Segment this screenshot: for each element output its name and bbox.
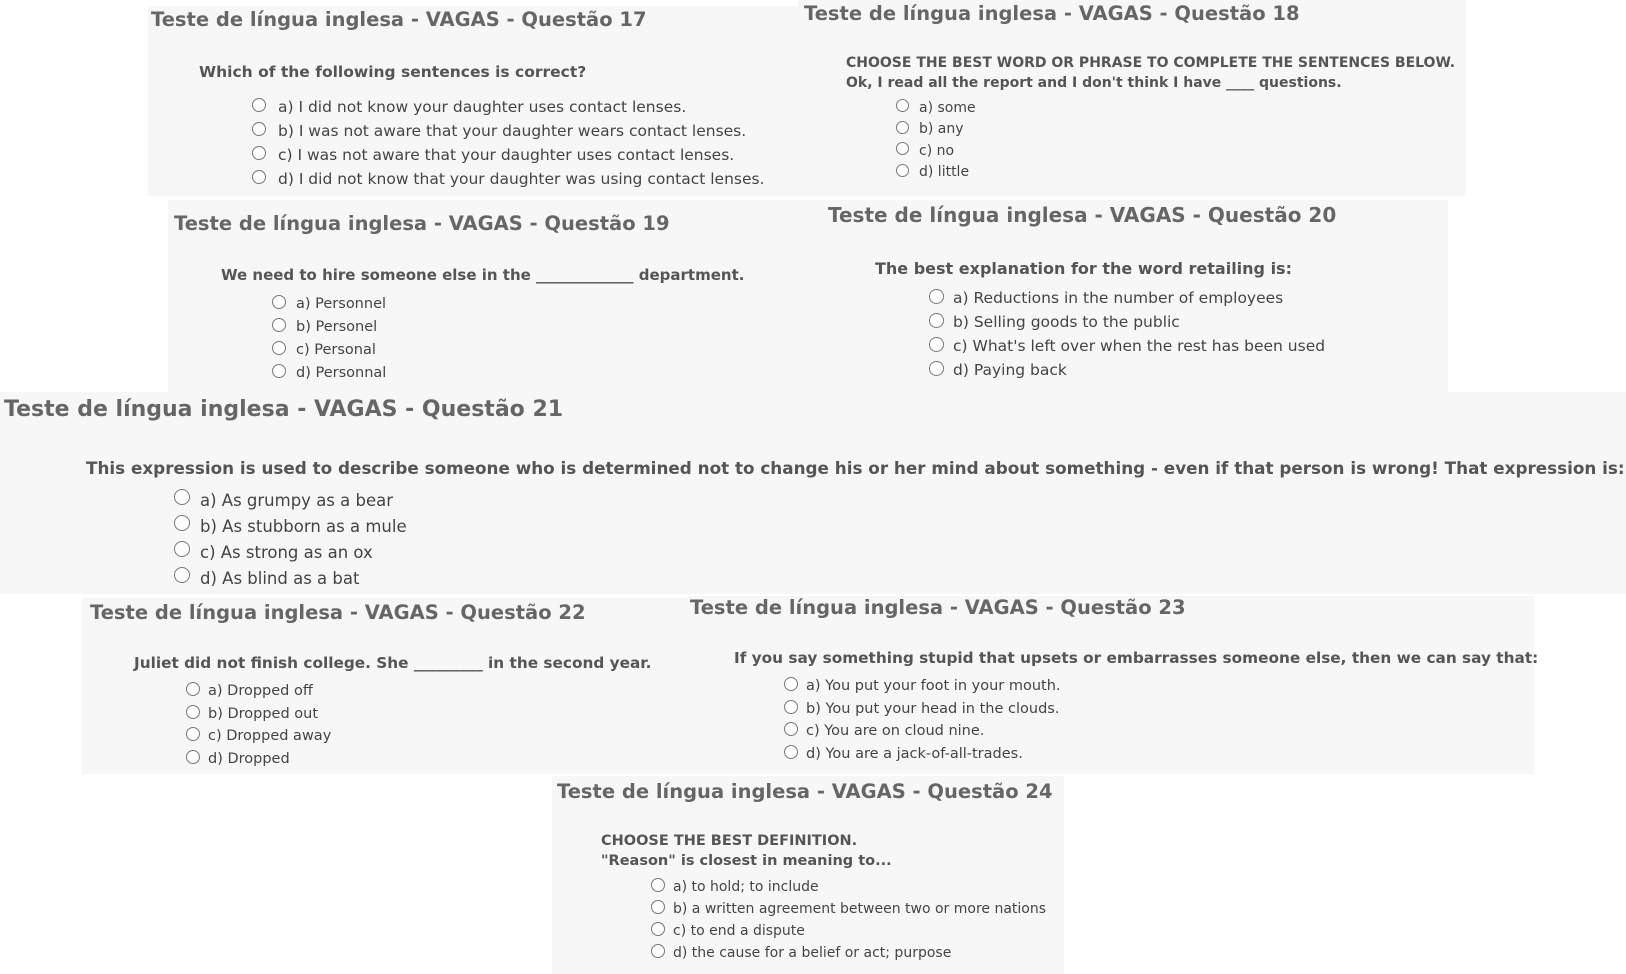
question-22-option-c[interactable] <box>186 725 331 748</box>
question-23-option-b[interactable] <box>784 698 1061 721</box>
question-18-option-c[interactable] <box>896 140 976 162</box>
question-21-options <box>174 487 407 591</box>
question-17-option-b[interactable] <box>252 119 765 143</box>
question-24-panel <box>552 776 1064 974</box>
option-label: c) Dropped away <box>208 728 332 745</box>
question-24-sentence: "Reason" is closest in meaning to... <box>601 853 892 869</box>
radio-button-icon[interactable] <box>651 944 665 958</box>
question-17-options <box>252 95 765 191</box>
radio-button-icon[interactable] <box>896 121 909 134</box>
question-20-options <box>929 286 1325 382</box>
radio-button-icon[interactable] <box>186 727 200 741</box>
question-21-title: Teste de língua inglesa - VAGAS - Questão 21 <box>4 397 564 422</box>
radio-button-icon[interactable] <box>896 99 909 112</box>
question-23-options <box>784 675 1061 765</box>
option-label: a) some <box>919 99 976 116</box>
question-20-option-b[interactable] <box>929 310 1325 334</box>
radio-button-icon[interactable] <box>174 515 190 531</box>
question-19-option-a[interactable] <box>272 292 386 315</box>
option-label: a) Reductions in the number of employees <box>953 289 1284 307</box>
radio-button-icon[interactable] <box>272 364 286 378</box>
question-18-option-b[interactable] <box>896 119 976 141</box>
radio-button-icon[interactable] <box>651 922 665 936</box>
question-22-option-a[interactable] <box>186 680 331 703</box>
question-24-option-b[interactable] <box>651 898 1046 920</box>
question-20-option-d[interactable] <box>929 358 1325 382</box>
question-21-option-d[interactable] <box>174 565 407 591</box>
question-17-title: Teste de língua inglesa - VAGAS - Questão 17 <box>151 8 647 31</box>
question-21-prompt: This expression is used to describe someone who is determined not to change his or her mind about something - even if that person is wrong! That expression is: <box>86 458 1625 478</box>
question-23-panel <box>688 596 1539 774</box>
question-22-option-b[interactable] <box>186 703 331 726</box>
question-20-panel <box>818 200 1448 392</box>
radio-button-icon[interactable] <box>929 313 944 328</box>
question-19-option-d[interactable] <box>272 361 386 384</box>
question-22-prompt: Juliet did not finish college. She _________ in the second year. <box>134 654 652 672</box>
radio-button-icon[interactable] <box>252 98 266 112</box>
question-18-panel <box>798 0 1466 196</box>
option-label: a) Personnel <box>296 295 387 312</box>
option-label: c) Personal <box>296 341 376 358</box>
question-22-title: Teste de língua inglesa - VAGAS - Questão 22 <box>90 601 586 624</box>
radio-button-icon[interactable] <box>186 682 200 696</box>
question-18-option-d[interactable] <box>896 162 976 184</box>
radio-button-icon[interactable] <box>174 541 190 557</box>
question-20-prompt: The best explanation for the word retailing is: <box>875 259 1292 278</box>
option-label: d) the cause for a belief or act; purpose <box>673 945 952 961</box>
option-label: b) any <box>919 121 964 138</box>
option-label: a) I did not know your daughter uses contact lenses. <box>278 98 687 116</box>
radio-button-icon[interactable] <box>252 146 266 160</box>
radio-button-icon[interactable] <box>651 878 665 892</box>
radio-button-icon[interactable] <box>896 164 909 177</box>
question-23-prompt: If you say something stupid that upsets or embarrasses someone else, then we can say that: <box>734 649 1539 667</box>
question-20-title: Teste de língua inglesa - VAGAS - Questão 20 <box>828 203 1337 227</box>
question-19-option-c[interactable] <box>272 338 386 361</box>
option-label: b) Personel <box>296 318 378 335</box>
question-22-option-d[interactable] <box>186 748 331 771</box>
option-label: b) Selling goods to the public <box>953 313 1180 331</box>
question-21-option-b[interactable] <box>174 513 407 539</box>
question-24-options <box>651 876 1046 964</box>
option-label: b) Dropped out <box>208 705 319 722</box>
question-19-option-b[interactable] <box>272 315 386 338</box>
question-24-option-c[interactable] <box>651 920 1046 942</box>
option-label: b) As stubborn as a mule <box>200 516 407 536</box>
radio-button-icon[interactable] <box>896 142 909 155</box>
question-17-option-a[interactable] <box>252 95 765 119</box>
radio-button-icon[interactable] <box>272 295 286 309</box>
option-label: c) What's left over when the rest has been used <box>953 337 1326 355</box>
question-18-instruction: CHOOSE THE BEST WORD OR PHRASE TO COMPLETE THE SENTENCES BELOW. <box>846 55 1456 71</box>
radio-button-icon[interactable] <box>784 677 798 691</box>
question-24-prompt <box>601 831 892 871</box>
question-23-option-a[interactable] <box>784 675 1061 698</box>
option-label: b) a written agreement between two or more nations <box>673 901 1047 917</box>
question-17-option-d[interactable] <box>252 167 765 191</box>
question-24-title: Teste de língua inglesa - VAGAS - Questão 24 <box>557 780 1053 803</box>
question-20-option-c[interactable] <box>929 334 1325 358</box>
radio-button-icon[interactable] <box>784 745 798 759</box>
option-label: a) As grumpy as a bear <box>200 490 394 510</box>
radio-button-icon[interactable] <box>929 361 944 376</box>
radio-button-icon[interactable] <box>174 489 190 505</box>
question-22-options <box>186 680 331 770</box>
question-19-title: Teste de língua inglesa - VAGAS - Questão 19 <box>174 212 670 235</box>
option-label: a) You put your foot in your mouth. <box>806 678 1061 695</box>
radio-button-icon[interactable] <box>784 700 798 714</box>
option-label: c) You are on cloud nine. <box>806 723 985 740</box>
question-17-option-c[interactable] <box>252 143 765 167</box>
option-label: a) to hold; to include <box>673 879 819 895</box>
radio-button-icon[interactable] <box>784 722 798 736</box>
option-label: a) Dropped off <box>208 683 313 700</box>
option-label: d) little <box>919 164 970 181</box>
question-19-options <box>272 292 386 384</box>
option-label: c) to end a dispute <box>673 923 805 939</box>
question-24-option-d[interactable] <box>651 942 1046 964</box>
radio-button-icon[interactable] <box>272 318 286 332</box>
question-23-option-d[interactable] <box>784 743 1061 766</box>
option-label: b) You put your head in the clouds. <box>806 700 1060 717</box>
question-21-option-a[interactable] <box>174 487 407 513</box>
option-label: d) Paying back <box>953 361 1067 379</box>
option-label: b) I was not aware that your daughter wears contact lenses. <box>278 122 747 140</box>
question-18-option-a[interactable] <box>896 97 976 119</box>
question-21-option-c[interactable] <box>174 539 407 565</box>
option-label: d) I did not know that your daughter was using contact lenses. <box>278 170 765 188</box>
radio-button-icon[interactable] <box>272 341 286 355</box>
question-24-instruction: CHOOSE THE BEST DEFINITION. <box>601 833 858 849</box>
question-21-panel <box>0 392 1626 594</box>
question-18-prompt <box>846 53 1455 93</box>
radio-button-icon[interactable] <box>186 705 200 719</box>
question-19-prompt: We need to hire someone else in the _____________ department. <box>221 266 745 284</box>
question-18-options <box>896 97 976 183</box>
option-label: d) You are a jack-of-all-trades. <box>806 745 1023 762</box>
radio-button-icon[interactable] <box>252 170 266 184</box>
question-23-option-c[interactable] <box>784 720 1061 743</box>
question-17-prompt: Which of the following sentences is correct? <box>199 63 587 81</box>
radio-button-icon[interactable] <box>651 900 665 914</box>
question-18-sentence: Ok, I read all the report and I don't think I have ____ questions. <box>846 75 1342 91</box>
question-20-option-a[interactable] <box>929 286 1325 310</box>
radio-button-icon[interactable] <box>929 337 944 352</box>
radio-button-icon[interactable] <box>252 122 266 136</box>
question-22-panel <box>82 598 688 774</box>
radio-button-icon[interactable] <box>186 750 200 764</box>
option-label: d) As blind as a bat <box>200 568 360 588</box>
question-17-panel <box>148 6 798 196</box>
radio-button-icon[interactable] <box>929 289 944 304</box>
question-24-option-a[interactable] <box>651 876 1046 898</box>
option-label: c) no <box>919 142 955 159</box>
radio-button-icon[interactable] <box>174 567 190 583</box>
question-23-title: Teste de língua inglesa - VAGAS - Questão 23 <box>690 596 1186 619</box>
question-18-title: Teste de língua inglesa - VAGAS - Questão 18 <box>804 2 1300 25</box>
option-label: d) Personnal <box>296 364 387 381</box>
question-19-panel <box>168 200 818 392</box>
option-label: d) Dropped <box>208 750 290 767</box>
option-label: c) As strong as an ox <box>200 542 373 562</box>
option-label: c) I was not aware that your daughter uses contact lenses. <box>278 146 735 164</box>
